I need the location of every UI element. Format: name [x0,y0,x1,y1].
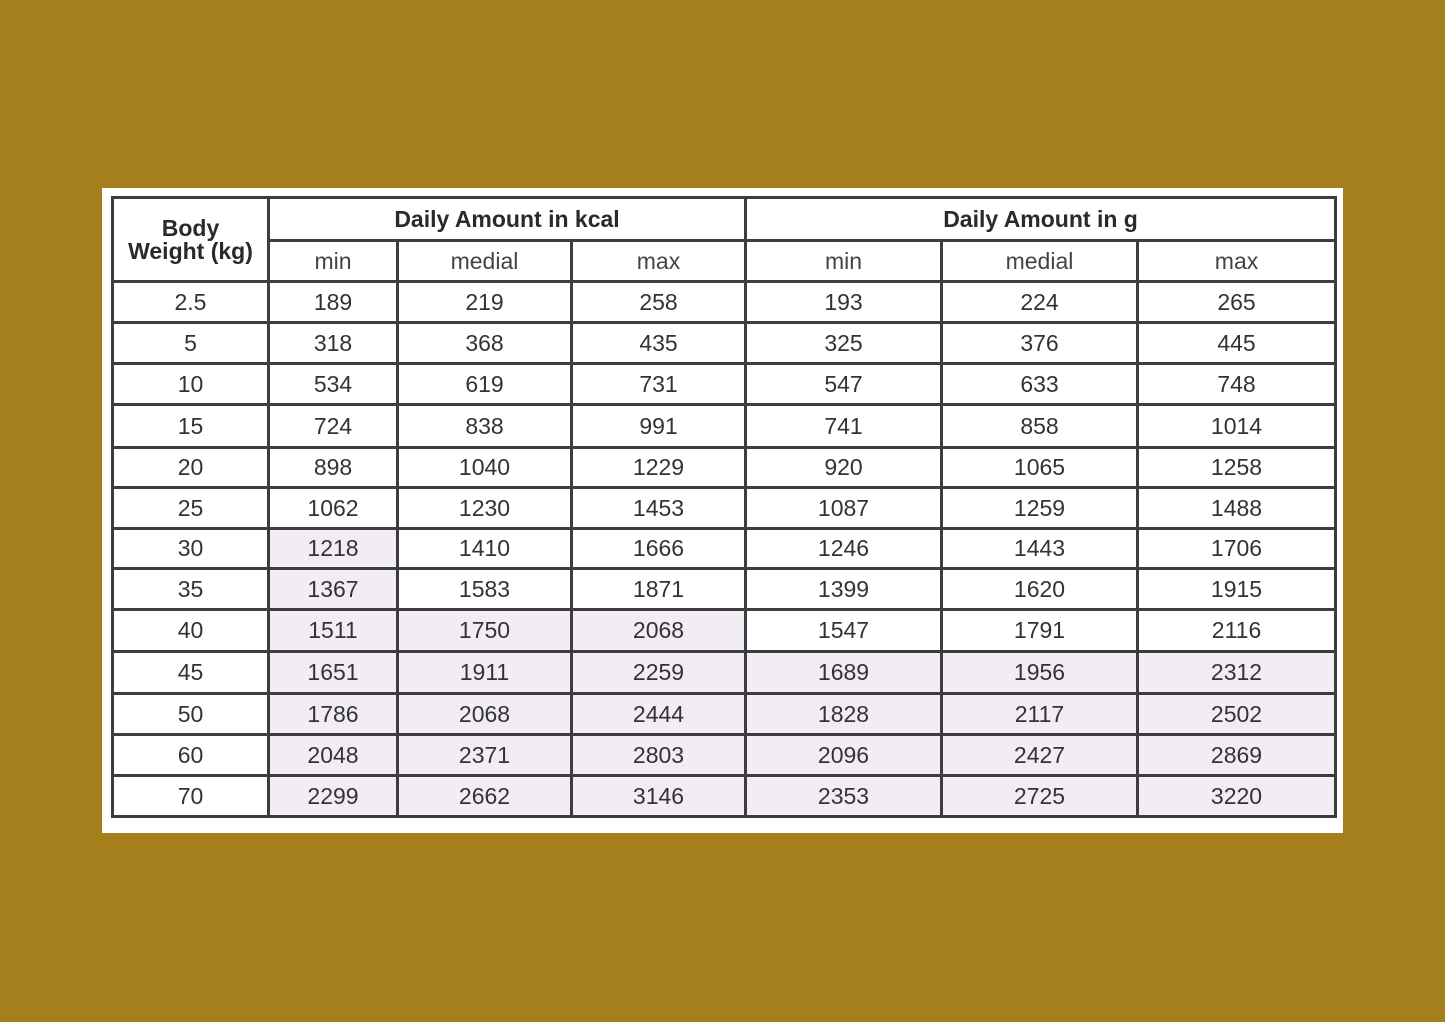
kcal-min-header: min [269,241,398,282]
grams-min-cell: 2096 [746,735,942,776]
grams-medial-cell: 633 [942,364,1138,405]
kcal-max-cell: 2803 [572,735,746,776]
kcal-medial-cell: 1230 [398,488,572,529]
body-weight-cell: 45 [113,652,269,694]
body-weight-cell: 10 [113,364,269,405]
grams-medial-cell: 224 [942,282,1138,323]
table-row [113,652,1336,694]
grams-max-cell: 3220 [1138,776,1336,817]
grams-max-cell: 1488 [1138,488,1336,529]
grams-max-cell: 1915 [1138,569,1336,610]
grams-medial-cell: 1443 [942,529,1138,569]
grams-group-header: Daily Amount in g [746,198,1336,241]
kcal-medial-cell: 2371 [398,735,572,776]
body-weight-cell: 50 [113,694,269,735]
table-row [113,282,1336,323]
grams-min-cell: 1547 [746,610,942,652]
grams-max-cell: 2869 [1138,735,1336,776]
kcal-max-cell: 1666 [572,529,746,569]
kcal-max-cell: 1453 [572,488,746,529]
body-weight-cell: 5 [113,323,269,364]
table-row [113,448,1336,488]
kcal-max-cell: 3146 [572,776,746,817]
kcal-medial-cell: 1410 [398,529,572,569]
body-weight-cell: 60 [113,735,269,776]
grams-medial-cell: 1065 [942,448,1138,488]
kcal-max-cell: 435 [572,323,746,364]
table-body [113,282,1336,817]
table-row [113,569,1336,610]
feeding-table [111,196,1337,818]
body-weight-cell: 15 [113,405,269,448]
grams-max-cell: 2502 [1138,694,1336,735]
grams-max-cell: 2116 [1138,610,1336,652]
kcal-max-cell: 991 [572,405,746,448]
grams-min-cell: 193 [746,282,942,323]
grams-max-cell: 748 [1138,364,1336,405]
kcal-max-cell: 2444 [572,694,746,735]
body-weight-cell: 35 [113,569,269,610]
grams-min-cell: 547 [746,364,942,405]
grams-max-cell: 1258 [1138,448,1336,488]
grams-max-cell: 1706 [1138,529,1336,569]
kcal-medial-cell: 1040 [398,448,572,488]
kcal-group-header: Daily Amount in kcal [269,198,746,241]
grams-min-cell: 920 [746,448,942,488]
grams-min-cell: 1246 [746,529,942,569]
kcal-max-cell: 258 [572,282,746,323]
table-row [113,405,1336,448]
kcal-min-cell: 1218 [269,529,398,569]
header-row-groups [113,198,1336,241]
kcal-min-cell: 2048 [269,735,398,776]
kcal-min-cell: 1511 [269,610,398,652]
table-header [113,198,1336,282]
grams-max-cell: 1014 [1138,405,1336,448]
kcal-medial-cell: 838 [398,405,572,448]
grams-min-cell: 325 [746,323,942,364]
grams-max-header: max [1138,241,1336,282]
grams-min-cell: 1828 [746,694,942,735]
kcal-min-cell: 1367 [269,569,398,610]
grams-min-header: min [746,241,942,282]
kcal-medial-header: medial [398,241,572,282]
table-row [113,529,1336,569]
grams-medial-cell: 1620 [942,569,1138,610]
grams-medial-cell: 1956 [942,652,1138,694]
kcal-medial-cell: 1911 [398,652,572,694]
header-row-subcolumns [113,241,1336,282]
kcal-min-cell: 318 [269,323,398,364]
table-row [113,323,1336,364]
grams-max-cell: 265 [1138,282,1336,323]
body-weight-cell: 70 [113,776,269,817]
kcal-medial-cell: 2068 [398,694,572,735]
body-weight-cell: 25 [113,488,269,529]
body-weight-cell: 30 [113,529,269,569]
kcal-min-cell: 534 [269,364,398,405]
kcal-max-cell: 2068 [572,610,746,652]
body-weight-header [113,198,269,282]
kcal-medial-cell: 2662 [398,776,572,817]
body-weight-cell: 40 [113,610,269,652]
grams-max-cell: 445 [1138,323,1336,364]
kcal-max-cell: 1871 [572,569,746,610]
table-row [113,610,1336,652]
kcal-medial-cell: 619 [398,364,572,405]
body-weight-header-label: Body Weight (kg) [128,214,253,264]
kcal-medial-cell: 1583 [398,569,572,610]
table-card [102,188,1343,833]
kcal-medial-cell: 219 [398,282,572,323]
grams-medial-cell: 1791 [942,610,1138,652]
kcal-min-cell: 1062 [269,488,398,529]
table-row [113,694,1336,735]
kcal-max-header: max [572,241,746,282]
grams-medial-cell: 2117 [942,694,1138,735]
grams-min-cell: 1399 [746,569,942,610]
grams-min-cell: 1689 [746,652,942,694]
body-weight-cell: 2.5 [113,282,269,323]
grams-medial-cell: 376 [942,323,1138,364]
kcal-min-cell: 724 [269,405,398,448]
body-weight-cell: 20 [113,448,269,488]
table-row [113,364,1336,405]
grams-medial-cell: 1259 [942,488,1138,529]
grams-min-cell: 1087 [746,488,942,529]
grams-medial-cell: 2725 [942,776,1138,817]
grams-medial-cell: 2427 [942,735,1138,776]
kcal-min-cell: 1651 [269,652,398,694]
kcal-medial-cell: 368 [398,323,572,364]
kcal-min-cell: 189 [269,282,398,323]
grams-min-cell: 741 [746,405,942,448]
kcal-max-cell: 1229 [572,448,746,488]
table-row [113,488,1336,529]
grams-min-cell: 2353 [746,776,942,817]
kcal-min-cell: 1786 [269,694,398,735]
grams-medial-cell: 858 [942,405,1138,448]
grams-max-cell: 2312 [1138,652,1336,694]
kcal-min-cell: 898 [269,448,398,488]
grams-medial-header: medial [942,241,1138,282]
kcal-min-cell: 2299 [269,776,398,817]
table-row [113,735,1336,776]
kcal-medial-cell: 1750 [398,610,572,652]
kcal-max-cell: 2259 [572,652,746,694]
table-row [113,776,1336,817]
kcal-max-cell: 731 [572,364,746,405]
